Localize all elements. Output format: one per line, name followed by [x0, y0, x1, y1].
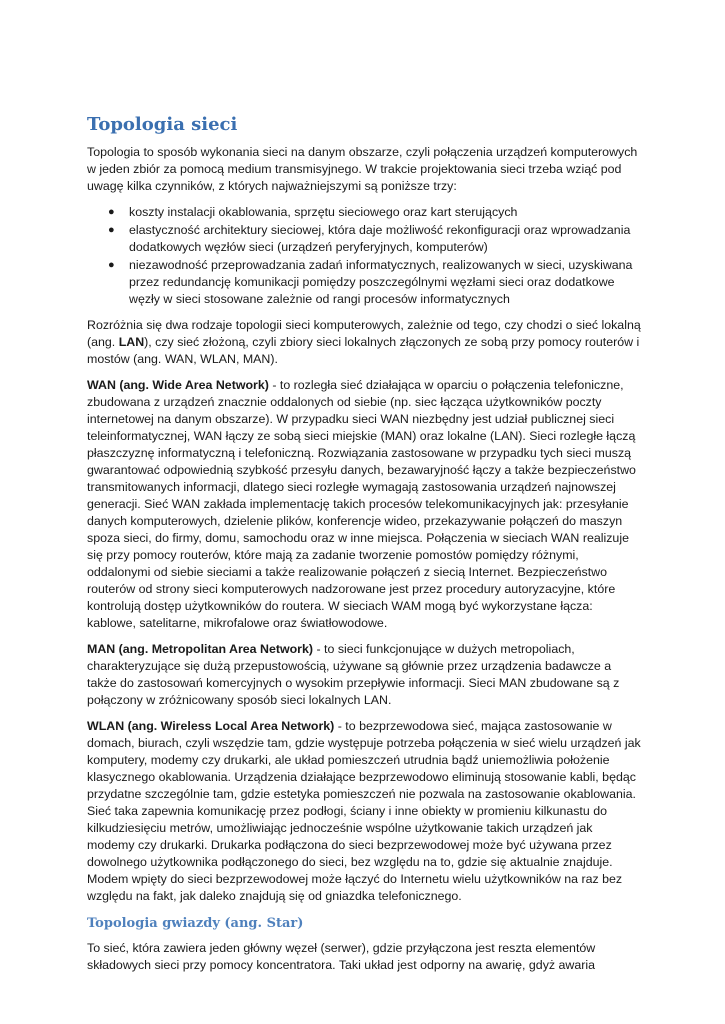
man-paragraph [87, 641, 642, 709]
list-item-text: elastyczność architektury sieciowej, która daje możliwość rekonfiguracji oraz wprowadzania dodatkowych węzłów sieci (urządzeń peryferyjnych, komputerów) [129, 223, 631, 254]
star-topology-heading: Topologia gwiazdy (ang. Star) [87, 916, 304, 931]
wan-text: - to rozległa sieć działająca w oparciu o połączenia telefoniczne, zbudowana z urządzeń znacznie oddalonych od siebie (np. siec łącząca użytkowników poczty internetowej na danym obszarze). W przypadku sieci WAN niezbędny jest udział publicznej sieci teleinformatycznej, WAN łączy ze sobą sieci miejskie (MAN) oraz lokalne (LAN). Sieci rozległe łączą płaszczyznę informatyczną i telefoniczną. Rozwiązania zastosowane w przypadku tych sieci muszą gwarantować odpowiednią szybkość przesyłu danych, bezawaryjność łączy a także bezpieczeństwo transmitowanych informacji, dlatego sieci rozległe wymagają zastosowania urządzeń najnowszej generacji. Sieć WAN zakłada implementację takich procesów telekomunikacyjnych jak: przesyłanie danych komputerowych, dzielenie plików, konferencje wideo, przekazywanie połączeń do maszyn spoza sieci, do firmy, domu, samochodu oraz w inne miejsca. Połączenia w sieciach WAN realizuje się przy pomocy routerów, które mają za zadanie tworzenie pomostów pomiędzy różnymi, oddalonymi od siebie sieciami a także realizowanie połączeń z siecią Internet. Bezpieczeństwo routerów od strony sieci komputerowych nadzorowane jest przez procedury autoryzacyjne, które kontrolują dostęp użytkowników do routera. W sieciach WAM mogą być wykorzystane łącza: kablowe, satelitarne, mikrofalowe oraz światłowodowe. [87, 378, 636, 630]
bullet-icon: ● [108, 206, 115, 218]
list-item-text: niezawodność przeprowadzania zadań informatycznych, realizowanych w sieci, uzyskiwana przez redundancję komunikacji pomiędzy poszczególnymi węzłami sieci oraz dodatkowe węzły w sieci stosowane zależnie od rangi procesów informatycznych [129, 258, 633, 306]
lan-paragraph [87, 317, 642, 368]
star-paragraph: To sieć, która zawiera jeden główny węzeł (serwer), gdzie przyłączona jest reszta elementów składowych sieci przy pomocy koncentratora. Taki układ jest odporny na awarię, gdyż awaria [87, 941, 596, 972]
list-item-text: koszty instalacji okablowania, sprzętu sieciowego oraz kart sterujących [129, 205, 518, 219]
lan-term: LAN [118, 335, 145, 349]
wlan-text: - to bezprzewodowa sieć, mająca zastosowanie w domach, biurach, czyli wszędzie tam, gdzie występuje potrzeba połączenia w sieć wielu urządzeń jak komputery, modemy czy drukarki, ale układ pomieszczeń utrudnia bądź uniemożliwia położenie klasycznego okablowania. Urządzenia działające bezprzewodowo eliminują stosowanie kabli, będąc przydatne szczególnie tam, gdzie estetyka pomieszczeń nie pozwala na zastosowanie okablowania. Sieć taka zapewnia komunikację przez podłogi, ściany i inne obiekty w promieniu kilkunastu do kilkudziesięciu metrów, umożliwiając jednocześnie wspólne użytkowanie takich urządzeń jak modemy czy drukarki. Drukarka podłączona do sieci bezprzewodowej może być używana przez dowolnego użytkownika podłączonego do sieci, bez względu na to, gdzie się aktualnie znajduje. Modem wpięty do sieci bezprzewodowej może łączyć do Internetu wielu użytkowników na raz bez względu na fakt, jak daleko znajdują się od gniazdka telefonicznego. [87, 719, 641, 903]
wlan-term: WLAN (ang. Wireless Local Area Network) [87, 719, 335, 733]
wan-paragraph [87, 377, 642, 632]
bullet-icon: ● [108, 224, 115, 236]
lan-text-after: ), czy sieć złożoną, czyli zbiory sieci lokalnych złączonych ze sobą przy pomocy routerów i mostów (ang. WAN, WLAN, MAN). [87, 335, 640, 366]
intro-paragraph: Topologia to sposób wykonania sieci na danym obszarze, czyli połączenia urządzeń komputerowych w jeden zbiór za pomocą medium transmisyjnego. W trakcie projektowania sieci trzeba wziąć pod uwagę kilka czynników, z których najważniejszymi są poniższe trzy: [87, 145, 638, 193]
document-title: Topologia sieci [87, 114, 238, 135]
list-item [87, 204, 642, 221]
bullet-icon: ● [108, 259, 115, 271]
factors-list [87, 204, 642, 308]
list-item [87, 257, 642, 308]
man-term: MAN (ang. Metropolitan Area Network) [87, 642, 314, 656]
list-item [87, 222, 642, 256]
lan-text-before: Rozróżnia się dwa rodzaje topologii sieci komputerowych, zależnie od tego, czy chodzi o sieć lokalną (ang. [87, 318, 641, 349]
wlan-paragraph [87, 718, 642, 905]
document-page [87, 112, 642, 983]
man-text: - to sieci funkcjonujące w dużych metropoliach, charakteryzujące się dużą przepustowością, używane są głównie przez urządzenia badawcze a także do zastosowań komercyjnych o wysokim przepływie informacji. Sieci MAN zbudowane są z połączony w zróżnicowany sposób sieci lokalnych LAN. [87, 642, 620, 707]
wan-term: WAN (ang. Wide Area Network) [87, 378, 269, 392]
